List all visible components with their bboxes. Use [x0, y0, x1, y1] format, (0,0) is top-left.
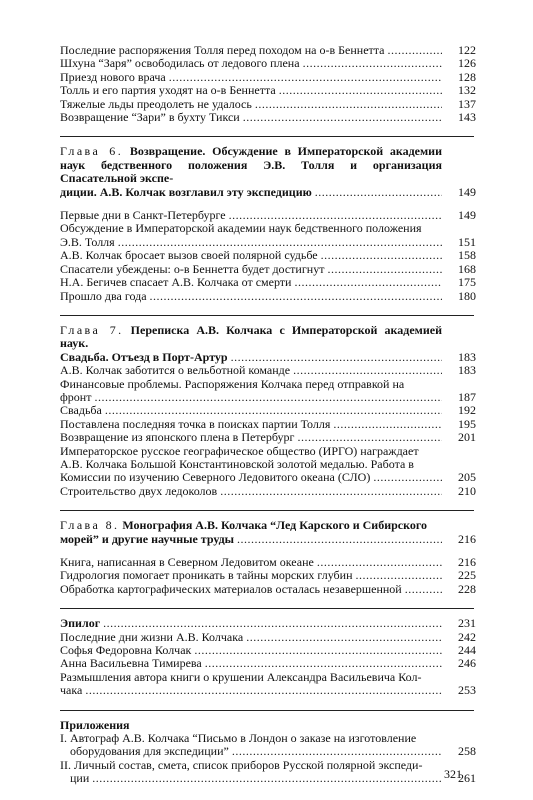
toc-entry-title: Тяжелые льды преодолеть не удалось [60, 96, 252, 111]
toc-entry-page: 242 [458, 629, 476, 644]
toc-entry-title: А.В. Колчак бросает вызов своей полярной судьбе [60, 248, 318, 263]
toc-entry [60, 583, 476, 596]
toc-entry [60, 57, 476, 70]
toc-entry [60, 556, 476, 569]
chapter-6 [60, 145, 476, 302]
toc-entry [60, 657, 476, 670]
toc-entry-title: Последние распоряжения Толля перед походом на о-в Беннетта [60, 43, 385, 57]
leader-dots [194, 644, 442, 657]
toc-entry [60, 71, 476, 84]
toc-entry-line: Финансовые проблемы. Распоряжения Колчака перед отправкой на [60, 376, 405, 391]
toc-entry-page: 151 [458, 234, 476, 249]
leader-dots [246, 631, 442, 644]
leader-dots [303, 57, 442, 70]
toc-entry-page: 253 [458, 683, 476, 698]
toc-entry-page: 126 [458, 56, 476, 71]
toc-entry [60, 732, 476, 759]
toc-entry [60, 263, 476, 276]
leader-dots [293, 364, 442, 377]
toc-entry-title: Шхуна “Заря” освободилась от ледового плена [60, 56, 300, 71]
leader-dots [229, 209, 442, 222]
toc-entry-title: Первые дни в Санкт-Петербурге [60, 208, 226, 223]
toc-entry-page: 216 [458, 555, 476, 569]
leader-dots [105, 404, 442, 417]
toc-entry-title: оборудования для экспедиции” [70, 744, 229, 759]
toc-entry-title: Анна Васильевна Тимирева [60, 656, 202, 671]
toc-entry-title: чака [60, 683, 83, 698]
leader-dots [405, 583, 442, 596]
toc-entry-page: 261 [458, 771, 476, 786]
toc-entry-title: А.В. Колчак заботится о вельботной команде [60, 363, 291, 378]
leader-dots [327, 263, 442, 276]
chapter-8 [60, 519, 476, 596]
leader-dots [356, 569, 442, 582]
toc-entry-title: Книга, написанная в Северном Ледовитом океане [60, 555, 314, 569]
toc-entry-title: Прошло два года [60, 288, 147, 303]
toc-entry [60, 671, 476, 698]
toc-entry-page: 132 [458, 83, 476, 98]
page-number: 321 [444, 767, 462, 781]
epilogue-items [60, 631, 476, 698]
toc-entry-page: 128 [458, 69, 476, 84]
toc-entry-title: Э.В. Толля [60, 234, 115, 249]
toc-entry-title: Гидрология помогает проникать в тайны морских глубин [60, 568, 353, 583]
leader-dots [243, 111, 442, 124]
divider [60, 608, 474, 609]
toc-entry-title: Свадьба [60, 403, 102, 418]
toc-entry [60, 418, 476, 431]
toc-entry [60, 290, 476, 303]
toc-entry-title: Комиссии по изучению Северного Ледовитого океана (СЛО) [60, 470, 371, 485]
toc-entry-page: 122 [458, 43, 476, 57]
toc-entry [60, 249, 476, 262]
leader-dots [232, 745, 442, 758]
toc-page [60, 44, 476, 786]
toc-entry [60, 111, 476, 124]
toc-entry [60, 644, 476, 657]
leader-dots [118, 236, 442, 249]
toc-entry [60, 209, 476, 222]
toc-entry-line: Размышления автора книги о крушении Александра Васильевича Кол- [60, 669, 422, 684]
toc-entry-page: 183 [458, 363, 476, 378]
toc-entry-title: Поставлена последняя точка в поисках партии Толля [60, 416, 331, 431]
leader-dots [169, 71, 442, 84]
toc-entry [60, 759, 476, 786]
toc-entry [60, 44, 476, 57]
leader-dots [205, 657, 442, 670]
epilogue [60, 617, 476, 697]
toc-entry-title: Обработка картографических материалов осталась незавершенной [60, 581, 402, 596]
chapter-6-items [60, 209, 476, 303]
leader-dots [333, 418, 442, 431]
leader-dots [321, 249, 442, 262]
toc-entry-page: 246 [458, 656, 476, 671]
divider [60, 710, 474, 711]
divider [60, 510, 474, 511]
appendix-heading: Приложения [60, 717, 130, 732]
toc-entry [60, 84, 476, 97]
toc-entry-page: 195 [458, 416, 476, 431]
toc-entry-page: 143 [458, 110, 476, 125]
toc-entry-title: Н.А. Бегичев спасает А.В. Колчака от смерти [60, 275, 292, 290]
leader-dots [317, 556, 442, 569]
chapter-7 [60, 324, 476, 498]
toc-entry-page: 205 [458, 470, 476, 485]
toc-entry-title: Софья Федоровна Колчак [60, 643, 192, 658]
toc-entry [60, 431, 476, 444]
toc-entry-page: 180 [458, 288, 476, 303]
leader-dots [94, 391, 442, 404]
toc-entry-page: 168 [458, 261, 476, 276]
toc-entry-page: 228 [458, 581, 476, 596]
toc-entry-page: 137 [458, 96, 476, 111]
toc-entry [60, 364, 476, 377]
toc-entry [60, 445, 476, 485]
toc-entry [60, 485, 476, 498]
toc-entry-page: 244 [458, 643, 476, 658]
toc-block-1 [60, 44, 476, 124]
toc-entry-page: 210 [458, 483, 476, 498]
toc-entry-page: 149 [458, 208, 476, 223]
toc-entry-page: 192 [458, 403, 476, 418]
leader-dots [85, 684, 442, 697]
chapter-6-heading: Глава 6. Возвращение. Обсуждение в Императорской академии наук бедственного положения Э.В. Толля и организация Спасательной экспе- диции. А.В. Колчак возглавил эту экспедицию ..... 149 [60, 145, 476, 199]
toc-entry-title: фронт [60, 389, 92, 404]
toc-entry [60, 569, 476, 582]
toc-entry-page: 187 [458, 389, 476, 404]
toc-entry-line: Императорское русское географическое общество (ИРГО) награждает [60, 443, 419, 458]
leader-dots [220, 485, 442, 498]
leader-dots [92, 772, 442, 785]
epilogue-heading: Эпилог ..... 231 [60, 617, 476, 630]
toc-entry-title: Приезд нового врача [60, 69, 166, 84]
toc-entry-line: Обсуждение в Императорской академии наук бедственного положения [60, 221, 422, 236]
toc-entry-title: Спасатели убеждены: о-в Беннетта будет достигнут [60, 261, 325, 276]
leader-dots [255, 98, 442, 111]
toc-entry [60, 98, 476, 111]
toc-entry-page: 258 [458, 744, 476, 759]
leader-dots [150, 290, 442, 303]
chapter-7-heading: Глава 7. Переписка А.В. Колчака с Императорской академией наук. Свадьба. Отъезд в Порт-Артур ..... 183 [60, 324, 476, 364]
toc-entry-line: II. Личный состав, смета, список приборов Русской полярной экспеди- [60, 757, 423, 772]
toc-entry-line: I. Автограф А.В. Колчака “Письмо в Лондон о заказе на изготовление [60, 731, 417, 746]
toc-entry [60, 378, 476, 405]
toc-entry [60, 222, 476, 249]
toc-entry [60, 404, 476, 417]
toc-entry-title: Возвращение из японского плена в Петербург [60, 430, 295, 445]
toc-entry-page: 175 [458, 275, 476, 290]
toc-entry-page: 225 [458, 568, 476, 583]
toc-entry-title: Последние дни жизни А.В. Колчака [60, 629, 244, 644]
appendix-items [60, 732, 476, 786]
divider [60, 136, 474, 137]
toc-entry-title: Возвращение “Зари” в бухту Тикси [60, 110, 240, 125]
toc-entry-line: А.В. Колчака Большой Константиновской золотой медалью. Работа в [60, 456, 414, 471]
leader-dots [387, 44, 442, 57]
leader-dots [279, 84, 442, 97]
chapter-8-heading: Глава 8. Монография А.В. Колчака “Лед Карского и Сибирского морей” и другие научные труды ..... 216 [60, 519, 476, 546]
toc-entry-title: Толль и его партия уходят на о-в Беннетта [60, 83, 276, 98]
chapter-7-items [60, 364, 476, 498]
appendix [60, 719, 476, 786]
leader-dots [294, 276, 442, 289]
divider [60, 315, 474, 316]
toc-entry [60, 276, 476, 289]
toc-entry-title: ции [70, 771, 90, 786]
leader-dots [373, 471, 442, 484]
chapter-8-items [60, 556, 476, 596]
toc-entry [60, 631, 476, 644]
leader-dots [297, 431, 442, 444]
toc-entry-title: Строительство двух ледоколов [60, 483, 218, 498]
toc-entry-page: 158 [458, 248, 476, 263]
toc-entry-page: 201 [458, 430, 476, 445]
